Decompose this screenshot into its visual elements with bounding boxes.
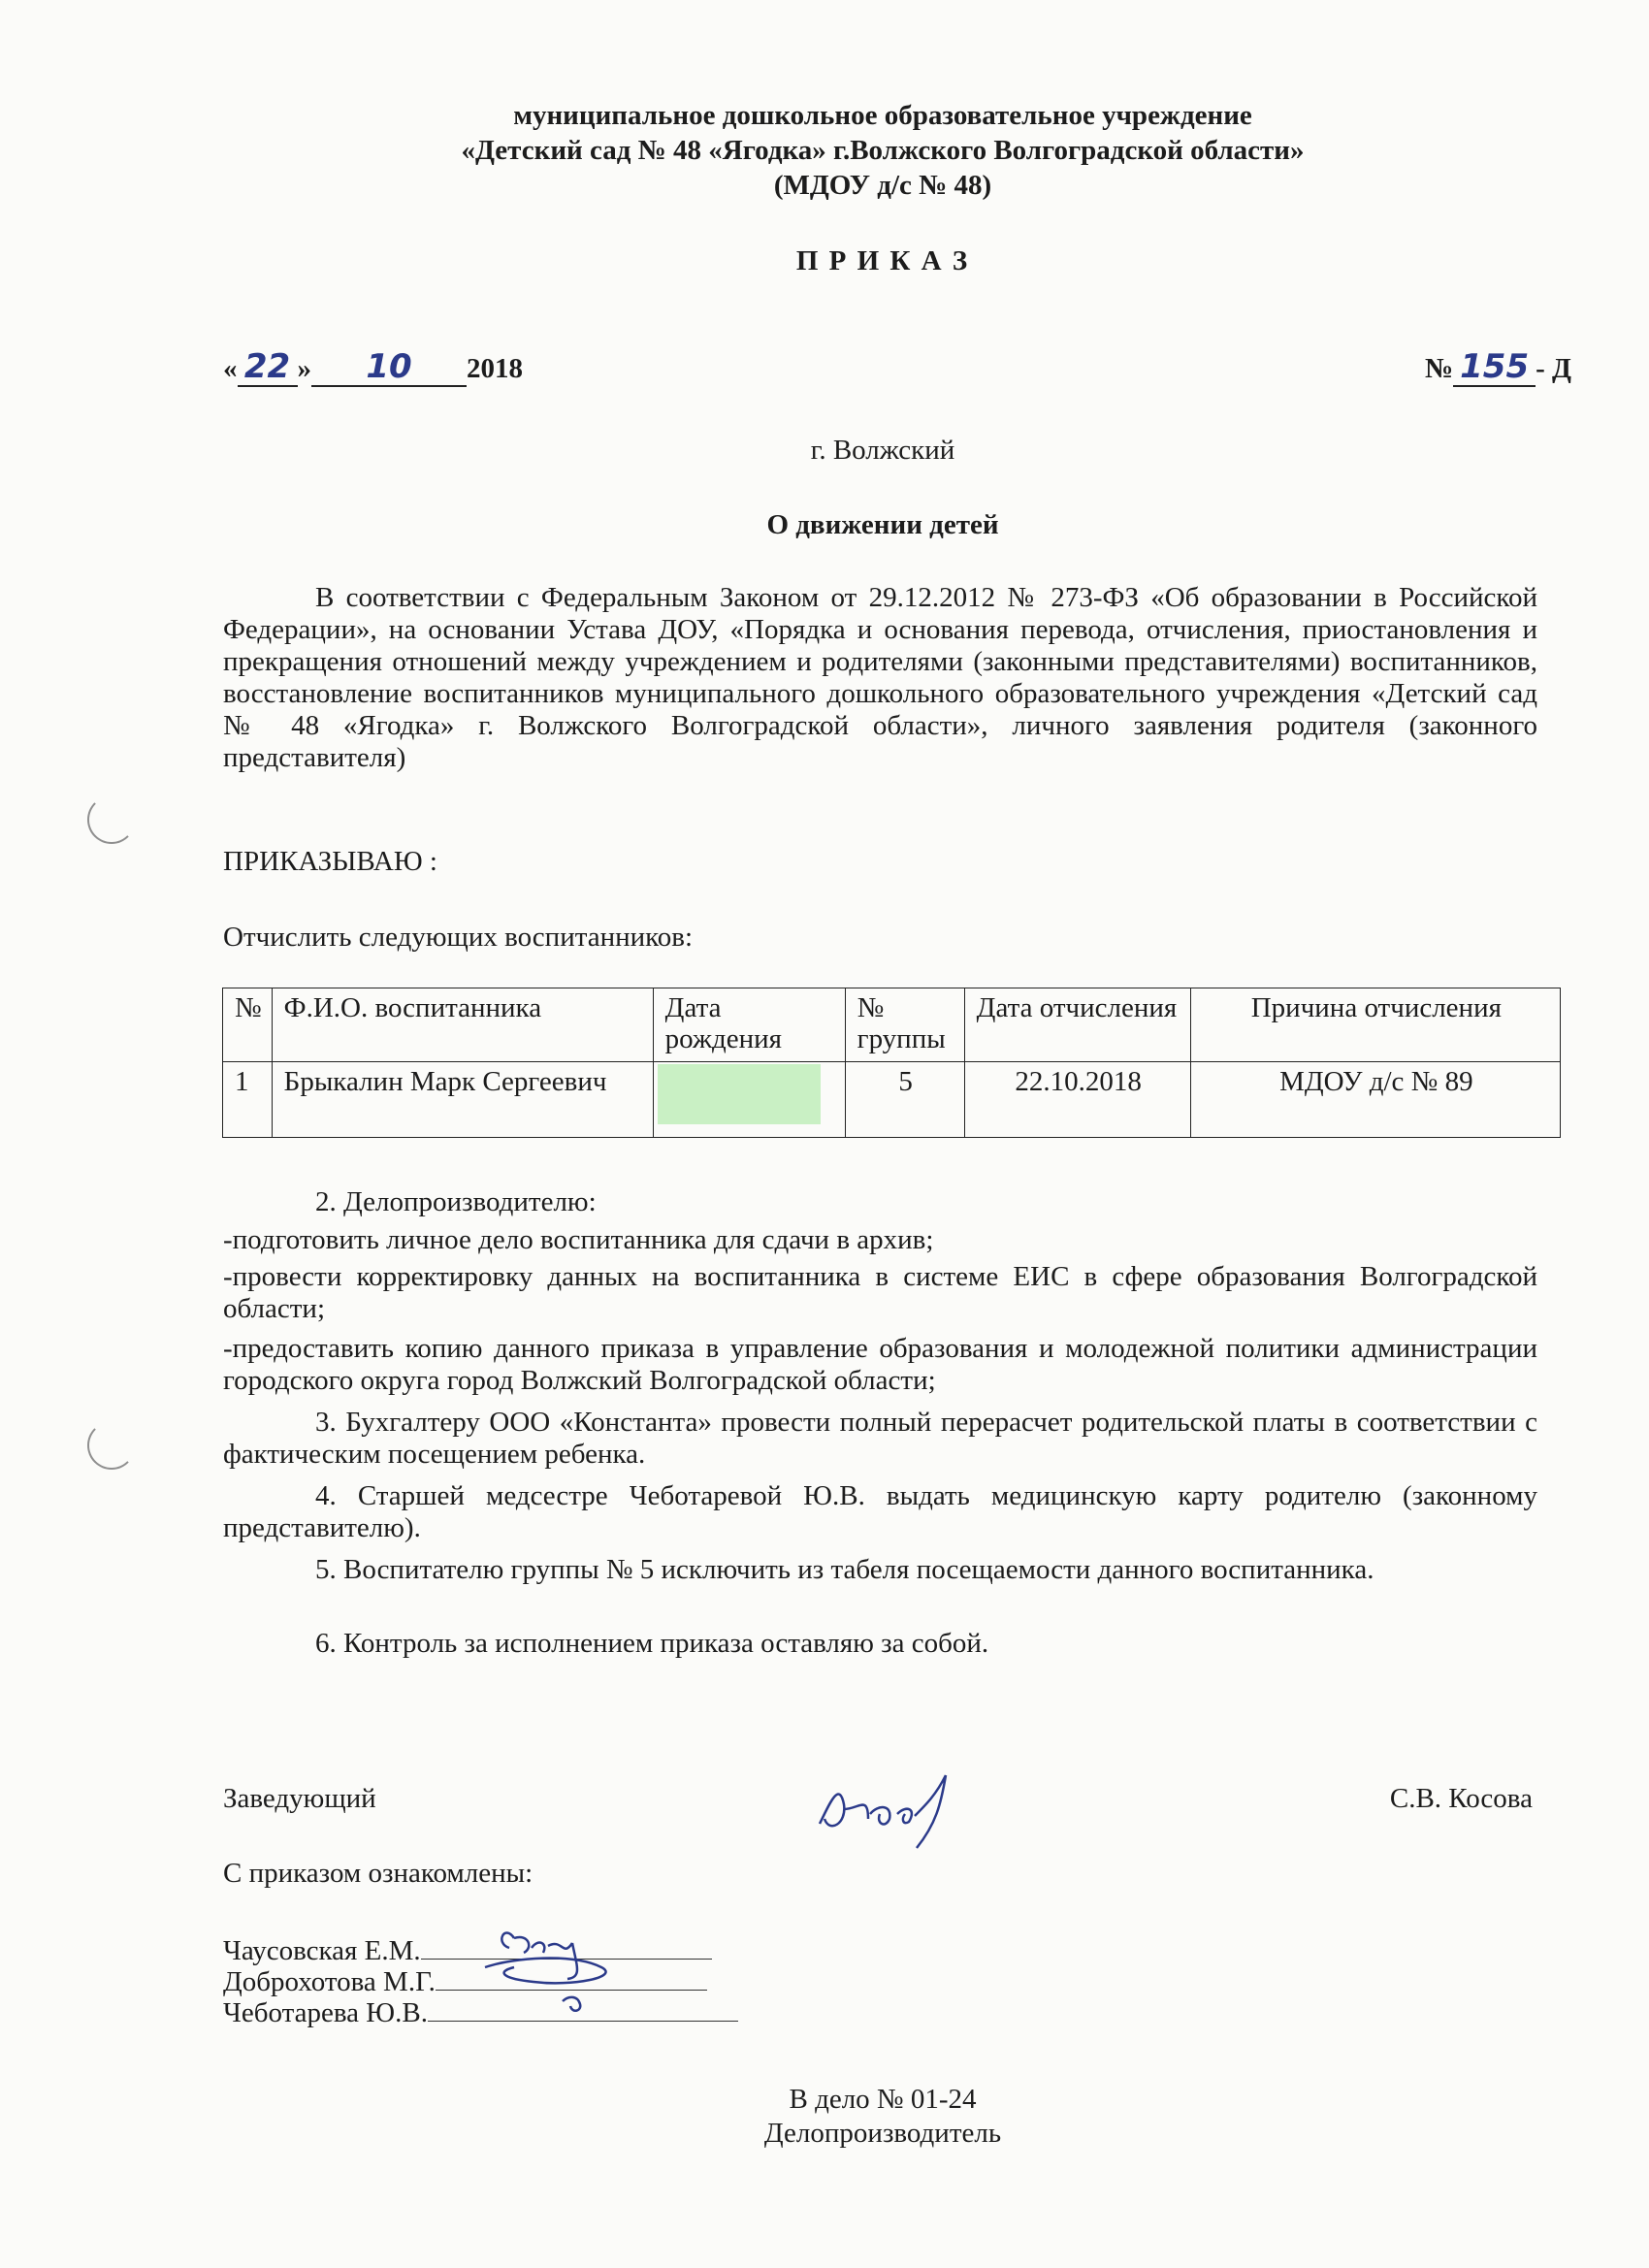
number-prefix: №: [1424, 353, 1454, 384]
row-birth: [653, 1062, 845, 1138]
org-name-line1: муниципальное дошкольное образовательное учреждение: [513, 100, 1252, 131]
acquainted-2-name: Доброхотова М.Г.: [223, 1966, 436, 1997]
preamble: [223, 582, 1537, 774]
redaction-mask: [658, 1064, 821, 1124]
pupils-table: [222, 988, 1561, 1138]
item-4-text: 4. Старшей медсестре Чеботаревой Ю.В. выдать медицинскую карту родителю (законному представителю).: [223, 1480, 1537, 1543]
row-num: 1: [223, 1062, 273, 1138]
item-6: [223, 1628, 1537, 1660]
date-day: [238, 347, 298, 387]
city: г. Волжский: [810, 435, 955, 466]
acquainted-title: С приказом ознакомлены:: [223, 1858, 534, 1889]
date-month: [311, 347, 467, 387]
org-short-name: (МДОУ д/с № 48): [773, 170, 992, 201]
table-header-row: [223, 988, 1561, 1062]
row-name: Брыкалин Марк Сергеевич: [272, 1062, 653, 1138]
row-group: 5: [845, 1062, 964, 1138]
row-reason: МДОУ д/с № 89: [1190, 1062, 1560, 1138]
item-2-heading: 2. Делопроизводителю:: [315, 1186, 597, 1217]
number-handwritten: 155: [1460, 347, 1530, 386]
footer-clerk: Делопроизводитель: [763, 2118, 1002, 2149]
doc-type: П Р И К А З: [795, 245, 970, 276]
header-name: Ф.И.О. воспитанника: [272, 988, 653, 1062]
item-2-eis: -провести корректировку данных на воспитанника в системе ЕИС в сфере образования Волгоградской области;: [223, 1261, 1537, 1324]
footer-file: В дело № 01-24: [789, 2084, 977, 2115]
header-num: №: [223, 988, 273, 1062]
order-word: ПРИКАЗЫВАЮ :: [223, 846, 437, 877]
item-3-text: 3. Бухгалтеру ООО «Константа» провести полный перерасчет родительской платы в соответствии с фактическим посещением ребенка.: [223, 1407, 1537, 1470]
date-year: 2018: [467, 353, 523, 384]
order-number: [1377, 347, 1571, 387]
row-date: 22.10.2018: [964, 1062, 1190, 1138]
number-value: [1453, 347, 1536, 387]
item-5-text: 5. Воспитателю группы № 5 исключить из табеля посещаемости данного воспитанника.: [315, 1554, 1374, 1585]
item-2-archive: -подготовить личное дело воспитанника для сдачи в архив;: [223, 1224, 934, 1255]
item-3: [223, 1407, 1537, 1471]
item-4: [223, 1480, 1537, 1544]
header-group: № группы: [845, 988, 964, 1062]
acquainted-3-name: Чеботарева Ю.В.: [223, 1997, 428, 2028]
org-name-line2: «Детский сад № 48 «Ягодка» г.Волжского Волгоградской области»: [461, 135, 1305, 166]
acquainted-1-name: Чаусовская Е.М.: [223, 1935, 421, 1966]
item-5: [223, 1554, 1537, 1586]
head-position: Заведующий: [223, 1783, 376, 1814]
item-6-text: 6. Контроль за исполнением приказа оставляю за собой.: [315, 1628, 989, 1659]
order-subject: О движении детей: [766, 509, 999, 540]
list-intro: Отчислить следующих воспитанников:: [223, 922, 694, 953]
date-open-quote: «: [223, 353, 238, 384]
punch-mark-lower: [87, 1421, 136, 1470]
header-date: Дата отчисления: [964, 988, 1190, 1062]
item-2-copy: -предоставить копию данного приказа в управление образования и молодежной политики администрации городского округа город Волжский Волгоградской области;: [223, 1333, 1537, 1396]
date-month-handwritten: 10: [366, 347, 412, 386]
order-date: [223, 347, 708, 387]
head-signature-icon: [800, 1766, 994, 1853]
date-day-handwritten: 22: [243, 347, 291, 386]
header-reason: Причина отчисления: [1190, 988, 1560, 1062]
head-name: С.В. Косова: [1389, 1783, 1533, 1814]
punch-mark-upper: [87, 795, 136, 844]
number-suffix: - Д: [1536, 353, 1571, 384]
preamble-text: В соответствии с Федеральным Законом от 29.12.2012 № 273-ФЗ «Об образовании в Российской Федерации», на основании Устава ДОУ, «Порядка и основания перевода, отчисления, приостановления и прекращения отношений между учреждением и родителями (законными представителями) воспитанников, восстановление воспитанников муниципального дошкольного образовательного учреждения «Детский сад № 48 «Ягодка» г. Волжского Волгоградской области», личного заявления родителя (законного представителя): [223, 582, 1537, 773]
table-row: [223, 1062, 1561, 1138]
date-close-quote: »: [297, 353, 311, 384]
acquainted-signatures-icon: [475, 1909, 640, 2021]
header-birth: Дата рождения: [653, 988, 845, 1062]
